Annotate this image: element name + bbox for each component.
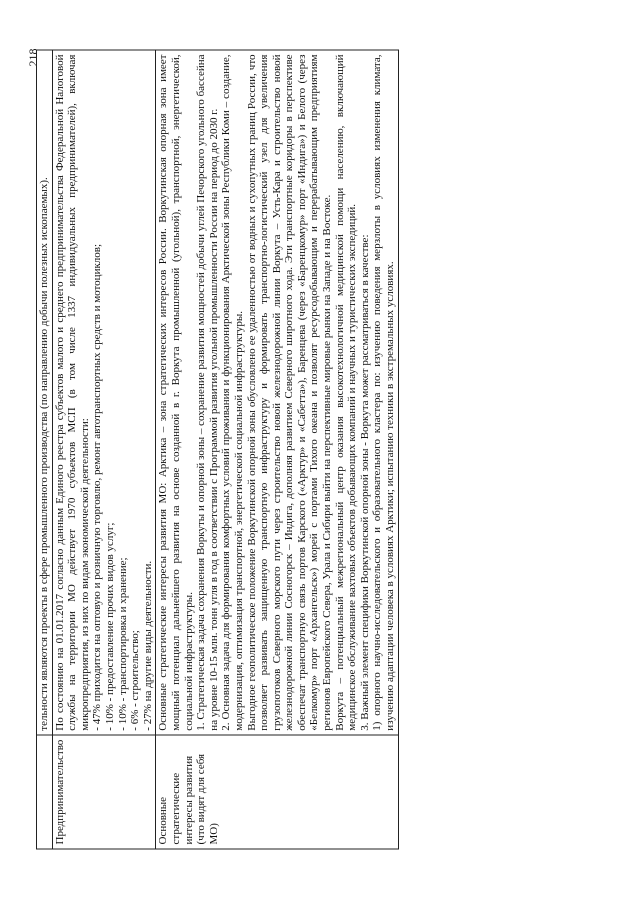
- list-item: - 10% - предоставление прочих видов услуг;: [103, 522, 116, 731]
- list-item: - 6% - строительство;: [129, 629, 142, 731]
- paragraph: 2. Основная задача для формирования комфортных условий проживания и функционирования Арктической зоны Республики Коми – создание, модернизация, оптимизация транспортной, энергетической социальной инфраструктуры.: [220, 54, 245, 731]
- row-label: Предпринимательство: [52, 735, 156, 849]
- paragraph: Воркута – потенциальный межрегиональный центр оказания высокотехнологичной медицинской помощи населению, включающий медицинское обслуживание вахтовых объектов добывающих компаний и научных и туристических экспедиций.: [333, 54, 359, 731]
- table-row: [156, 50, 398, 849]
- table-row: [52, 50, 156, 849]
- paragraph: 1. Стратегическая задача сохранения Воркуты и опорной зоны – сохранение развития мощностей добычи углей Печорского угольного бассейна на уровне 10-15 млн. тонн угля в год в соответствии с Программой развития угольной промышленности России на период до 2030 г.: [195, 54, 220, 731]
- page-number: 218: [26, 48, 40, 66]
- row-content: [52, 50, 156, 735]
- list-item: - 27% на другие виды деятельности.: [141, 560, 154, 731]
- list-item: - 10% - транспортировка и хранение;: [116, 556, 129, 731]
- table-row: [37, 50, 53, 849]
- row-label: [37, 735, 53, 849]
- data-table: [36, 49, 399, 849]
- paragraph: Выгодное геополитическое положение Воркутинской опорной зоны обусловлено ее удаленностью от водных и сухопутных границ России, что позволяет развивать защищенную транспортную инфраструктуру и формировать транспортно-логистический узел для увеличения грузопотоков Северного морского пути через строительство новой железнодорожной линии Воркута – Усть-Кара и строительство новой железнодорожной линии Сосногорск – Индига, дополняя развитием Северного широтного хода. Эти транспортные коридоры в перспективе обеспечат транспортную связь портов Карского («Арктур» и «Сабетта»), Баренцева (через «Баренцкомур» порт «Индига») и Белого (через «Белкомур» порт «Архангельск») морей с портами Тихого океана и позволят ресурсодобывающим и перерабатывающим предприятиям регионов Европейского Севера, Урала и Сибири выйти на перспективные мировые рынки на Западе и на Востоке.: [245, 54, 334, 731]
- paragraph: 1) опорного научно-исследовательского и образовательного кластера по: изучению поведения мерзлоты в условиях изменения климата, изучению адаптации человека в условиях Арктики; испытанию техники в экстремальных условиях.: [371, 54, 397, 731]
- row-text: тельности являются проекты в сфере промышленного производства (по направлению добычи полезных ископаемых).: [37, 50, 53, 735]
- paragraph: Основные стратегические интересы развития МО: Арктика – зона стратегических интересов России. Воркутинская опорная зона имеет мощный потенциал дальнейшего развития на основе созданной в г. Воркута промышленной (угольной), транспортной, энергетической, социальной инфраструктуры.: [157, 54, 195, 731]
- paragraph: 3. Важный элемент специфики Воркутинской опорной зоны - Воркута может рассматриваться в качестве:: [358, 234, 371, 731]
- row-label: Основные стратегические интересы развития (что видят для себя МО): [156, 735, 398, 849]
- paragraph: По состоянию на 01.01.2017 согласно данным Единого реестра субъектов малого и среднего предпринимательства Федеральной Налоговой службы на территории МО действует 1970 субъектов МСП (в том числе 1337 индивидуальных предпринимателей), включая микропредприятия, из них по видам экономической деятельности:: [53, 54, 91, 731]
- list-item: - 47% приходится на оптовую и розничную торговлю, ремонт автотранспортных средств и мотоциклов;: [91, 243, 104, 731]
- row-content: [156, 50, 398, 735]
